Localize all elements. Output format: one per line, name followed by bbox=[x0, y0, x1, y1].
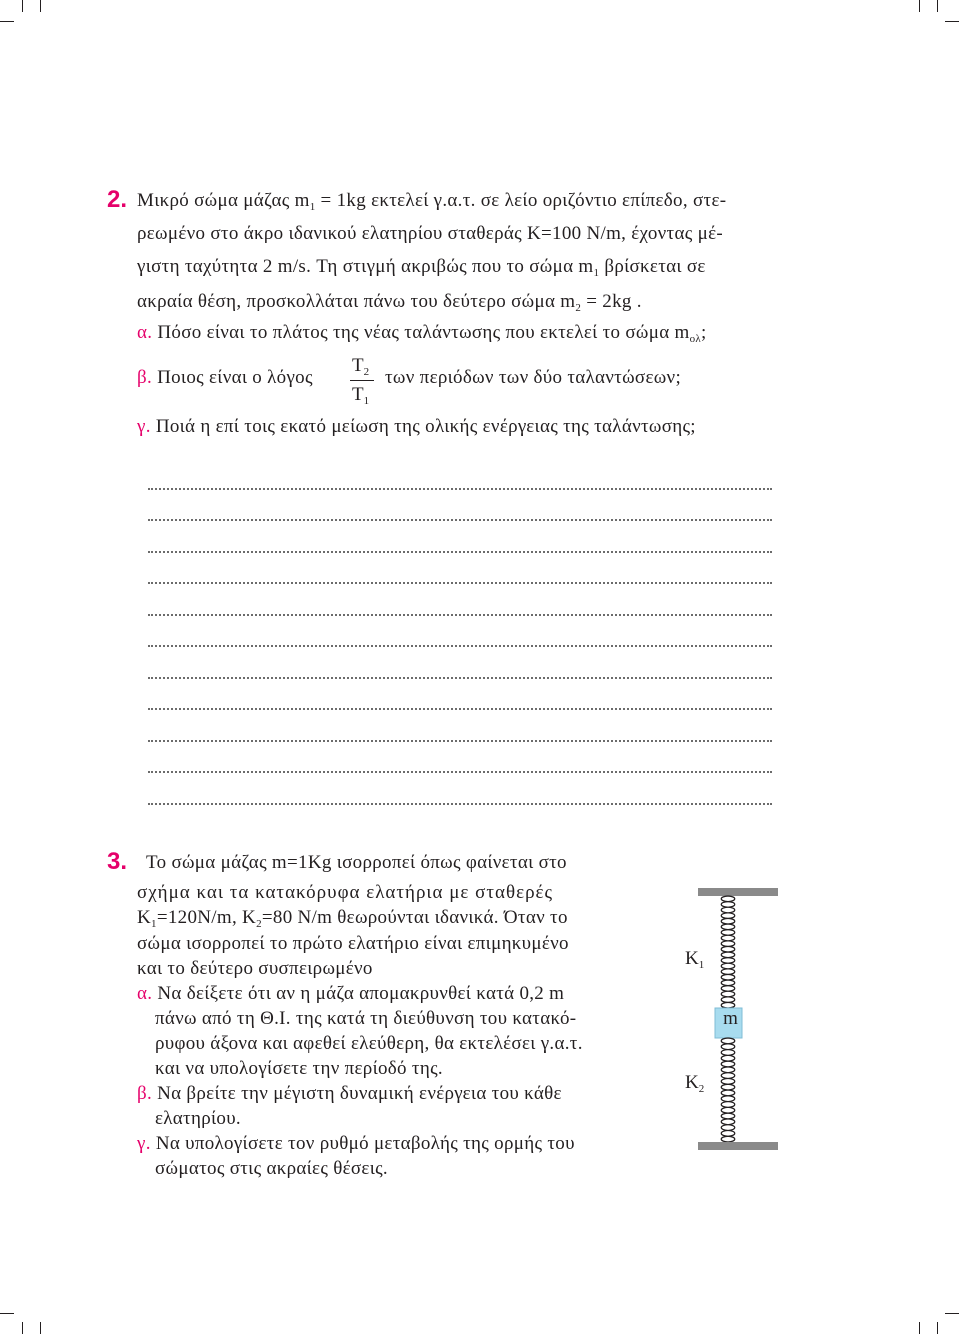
question-a: α. Πόσο είναι το πλάτος της νέας ταλάντωσης που εκτελεί το σώμα $m_{o\lambda}$; bbox=[137, 322, 707, 345]
problem-number: 2. bbox=[107, 186, 128, 213]
k1-label: $K_1$ bbox=[685, 948, 705, 971]
text-line: των περιόδων των δύο ταλαντώσεων; bbox=[385, 367, 682, 388]
crop-mark bbox=[937, 0, 938, 12]
crop-mark bbox=[0, 21, 14, 22]
spring-k2 bbox=[721, 1038, 735, 1142]
question-label: β. bbox=[137, 367, 153, 388]
text-line: ελατηρίου. bbox=[155, 1108, 241, 1129]
answer-line[interactable] bbox=[148, 614, 772, 616]
question-a: α. Να δείξετε ότι αν η μάζα απομακρυνθεί κατά 0,2 m bbox=[137, 983, 565, 1004]
crop-mark bbox=[919, 1322, 920, 1334]
crop-mark bbox=[937, 1322, 938, 1334]
fraction-numerator: $T_2$ bbox=[352, 355, 370, 378]
ceiling-plate bbox=[698, 888, 778, 896]
text-line: Μικρό σώμα μάζας $m_1 = 1kg$ εκτελεί γ.α.τ. σε λείο οριζόντιο επίπεδο, στε- bbox=[137, 190, 727, 213]
answer-line[interactable] bbox=[148, 771, 772, 773]
text-line: σώμα ισορροπεί το πρώτο ελατήριο είναι επιμηκυμένο bbox=[137, 933, 569, 954]
text-line: Το σώμα μάζας m=1Kg ισορροπεί όπως φαίνεται στο bbox=[146, 852, 567, 873]
floor-plate bbox=[698, 1142, 778, 1150]
crop-mark bbox=[945, 1313, 959, 1314]
text-line: ρυφου άξονα και αφεθεί ελεύθερη, θα εκτελέσει γ.α.τ. bbox=[155, 1033, 583, 1054]
fraction-bar bbox=[350, 380, 374, 381]
question-c: γ. Ποιά η επί τοις εκατό μείωση της ολικής ενέργειας της ταλάντωσης; bbox=[137, 416, 696, 437]
question-label: β. bbox=[137, 1083, 153, 1104]
answer-line[interactable] bbox=[148, 488, 772, 490]
spring-k1 bbox=[721, 896, 735, 1008]
text-line: σώματος στις ακραίες θέσεις. bbox=[155, 1158, 388, 1179]
answer-line[interactable] bbox=[148, 677, 772, 679]
answer-line[interactable] bbox=[148, 551, 772, 553]
question-c: γ. Να υπολογίσετε τον ρυθμό μεταβολής της ορμής του bbox=[137, 1133, 575, 1154]
text-line: πάνω από τη Θ.Ι. της κατά τη διεύθυνση του κατακό- bbox=[155, 1008, 577, 1029]
answer-line[interactable] bbox=[148, 645, 772, 647]
mass-label: m bbox=[723, 1008, 738, 1029]
crop-mark bbox=[0, 1313, 14, 1314]
answer-line[interactable] bbox=[148, 519, 772, 521]
crop-mark bbox=[22, 0, 23, 12]
answer-line[interactable] bbox=[148, 803, 772, 805]
fraction-denominator: $T_1$ bbox=[352, 384, 370, 407]
crop-mark bbox=[22, 1322, 23, 1334]
text-line: και το δεύτερο συσπειρωμένο bbox=[137, 958, 373, 979]
spring-figure bbox=[670, 880, 790, 1160]
crop-mark bbox=[40, 1322, 41, 1334]
crop-mark bbox=[40, 0, 41, 12]
question-label: γ. bbox=[137, 1133, 151, 1154]
text-line: και να υπολογίσετε την περίοδό της. bbox=[155, 1058, 443, 1079]
answer-line[interactable] bbox=[148, 582, 772, 584]
question-label: γ. bbox=[137, 416, 151, 437]
text-line: $K_1=120N/m$, $K_2=80$ N/m θεωρούνται ιδανικά. Όταν το bbox=[137, 907, 568, 930]
text-line: γιστη ταχύτητα 2 m/s. Τη στιγμή ακριβώς που το σώμα $m_1$ βρίσκεται σε bbox=[137, 256, 706, 279]
text-line: ρεωμένο στο άκρο ιδανικού ελατηρίου σταθεράς Κ=100 Ν/m, έχοντας μέ- bbox=[137, 223, 723, 244]
question-b: β. Ποιος είναι ο λόγος bbox=[137, 367, 313, 388]
answer-line[interactable] bbox=[148, 740, 772, 742]
question-b: β. Να βρείτε την μέγιστη δυναμική ενέργεια του κάθε bbox=[137, 1083, 562, 1104]
text-line: σχήμα και τα κατακόρυφα ελατήρια με σταθερές bbox=[137, 882, 554, 903]
crop-mark bbox=[945, 21, 959, 22]
problem-number: 3. bbox=[107, 848, 128, 875]
question-label: α. bbox=[137, 322, 153, 343]
k2-label: $K_2$ bbox=[685, 1072, 705, 1095]
crop-mark bbox=[919, 0, 920, 12]
question-label: α. bbox=[137, 983, 153, 1004]
text-line: ακραία θέση, προσκολλάται πάνω του δεύτερο σώμα $m_2 = 2kg$ . bbox=[137, 291, 642, 314]
answer-line[interactable] bbox=[148, 708, 772, 710]
